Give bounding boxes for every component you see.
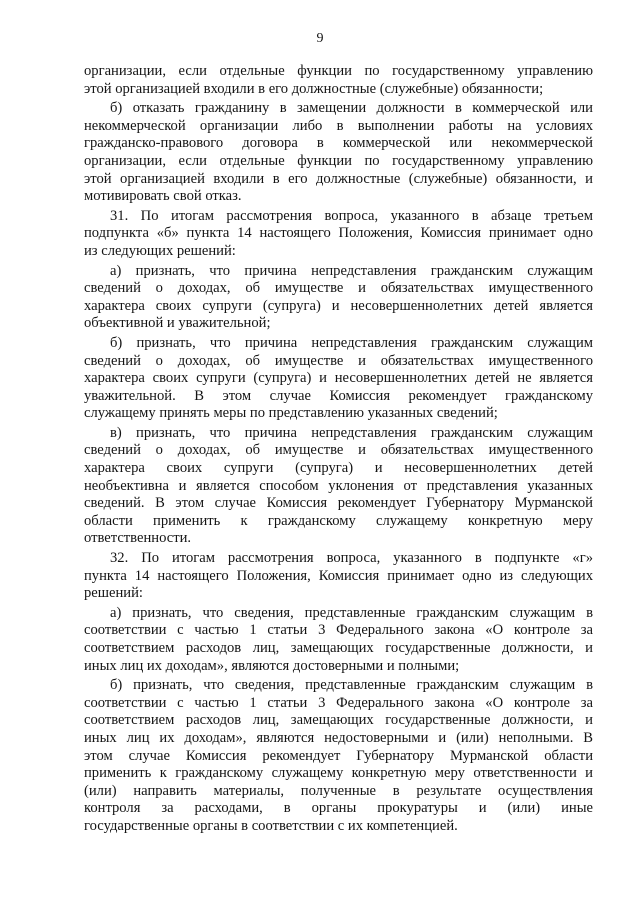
paragraph bbox=[84, 335, 593, 423]
document-body bbox=[84, 63, 593, 836]
text-line: необъективна и является способом уклонения от представления указанных bbox=[84, 477, 593, 494]
text-line: сведений о доходах, об имуществе и обязательствах имущественного bbox=[84, 352, 593, 369]
text-line: характера своих супруги (супруга) и несовершеннолетних детей является bbox=[84, 297, 593, 314]
text-line: б) признать, что сведения, представленные гражданским служащим в bbox=[110, 677, 593, 694]
paragraph bbox=[84, 63, 593, 98]
text-line: мотивировать свой отказ. bbox=[84, 188, 242, 205]
text-line: сведений о доходах, об имуществе и обязательствах имущественного bbox=[84, 442, 593, 459]
text-line: 32. По итогам рассмотрения вопроса, указанного в подпункте «г» bbox=[110, 550, 593, 567]
paragraph bbox=[84, 550, 593, 603]
text-line: гражданско-правового договора в коммерческой или некоммерческой bbox=[84, 135, 593, 152]
text-line: б) признать, что причина непредставления гражданским служащим bbox=[110, 334, 593, 351]
text-line: а) признать, что сведения, представленные гражданским служащим в bbox=[110, 604, 593, 621]
text-line: соответствием расходов лиц, замещающих государственные должности, и bbox=[84, 640, 593, 656]
text-line: организации, если отдельные функции по государственному управлению bbox=[84, 152, 593, 169]
text-line: этой организацией входили в его должностные (служебные) обязанности, и bbox=[84, 170, 593, 187]
text-line: области применить к гражданскому служащему конкретную меру bbox=[84, 512, 593, 529]
text-line: сведений. В этом случае Комиссия рекомендует Губернатору Мурманской bbox=[84, 495, 593, 512]
text-line: иных лиц их доходам», являются недостоверными и (или) неполными. В bbox=[84, 729, 593, 746]
text-line: соответствии с частью 1 статьи 3 Федерального закона «О контроле за bbox=[84, 622, 593, 639]
text-line: подпункта «б» пункта 14 настоящего Положения, Комиссия принимает одно bbox=[84, 225, 593, 242]
text-line: а) признать, что причина непредставления гражданским служащим bbox=[110, 262, 593, 279]
paragraph bbox=[84, 263, 593, 333]
page-number: 9 bbox=[316, 31, 324, 46]
paragraph bbox=[84, 100, 593, 206]
text-line: государственные органы в соответствии с их компетенцией. bbox=[84, 817, 458, 834]
paragraph bbox=[84, 208, 593, 261]
text-line: соответствием расходов лиц, замещающих государственные должности, и bbox=[84, 712, 593, 729]
text-line: в) признать, что причина непредставления гражданским служащим bbox=[110, 424, 593, 441]
text-line: б) отказать гражданину в замещении должности в коммерческой или bbox=[110, 100, 593, 117]
text-line: этом случае Комиссия рекомендует Губернатору Мурманской области bbox=[84, 747, 593, 764]
text-line: характера своих супруги (супруга) и несовершеннолетних детей bbox=[84, 460, 593, 477]
text-line: объективной и уважительной; bbox=[84, 315, 271, 332]
text-line: характера своих супруги (супруга) и несовершеннолетних детей не является bbox=[84, 370, 593, 387]
text-line: соответствии с частью 1 статьи 3 Федерального закона «О контроле за bbox=[84, 694, 593, 711]
text-line: (или) направить материалы, полученные в результате осуществления bbox=[84, 782, 593, 799]
text-line: 31. По итогам рассмотрения вопроса, указанного в абзаце третьем bbox=[110, 207, 593, 224]
text-line: организации, если отдельные функции по государственному управлению bbox=[84, 63, 593, 79]
text-line: уважительной. В этом случае Комиссия рекомендует гражданскому bbox=[84, 387, 593, 404]
paragraph bbox=[84, 605, 593, 675]
text-line: пункта 14 настоящего Положения, Комиссия принимает одно из следующих bbox=[84, 567, 593, 584]
text-line: этой организацией входили в его должностные (служебные) обязанности; bbox=[84, 80, 544, 97]
paragraph bbox=[84, 425, 593, 548]
text-line: применить к гражданскому служащему конкретную меру ответственности и bbox=[84, 765, 593, 782]
text-line: из следующих решений: bbox=[84, 242, 236, 259]
text-line: ответственности. bbox=[84, 530, 192, 547]
text-line: служащему принять меры по представлению указанных сведений; bbox=[84, 405, 498, 422]
paragraph bbox=[84, 677, 593, 835]
text-line: сведений о доходах, об имуществе и обязательствах имущественного bbox=[84, 280, 593, 297]
text-line: иных лиц их доходам», являются достоверными и полными; bbox=[84, 657, 460, 674]
text-line: некоммерческой организации либо в выполнении работы на условиях bbox=[84, 117, 593, 134]
text-line: контроля за расходами, в органы прокуратуры и (или) иные bbox=[84, 800, 593, 817]
text-line: решений: bbox=[84, 585, 143, 602]
